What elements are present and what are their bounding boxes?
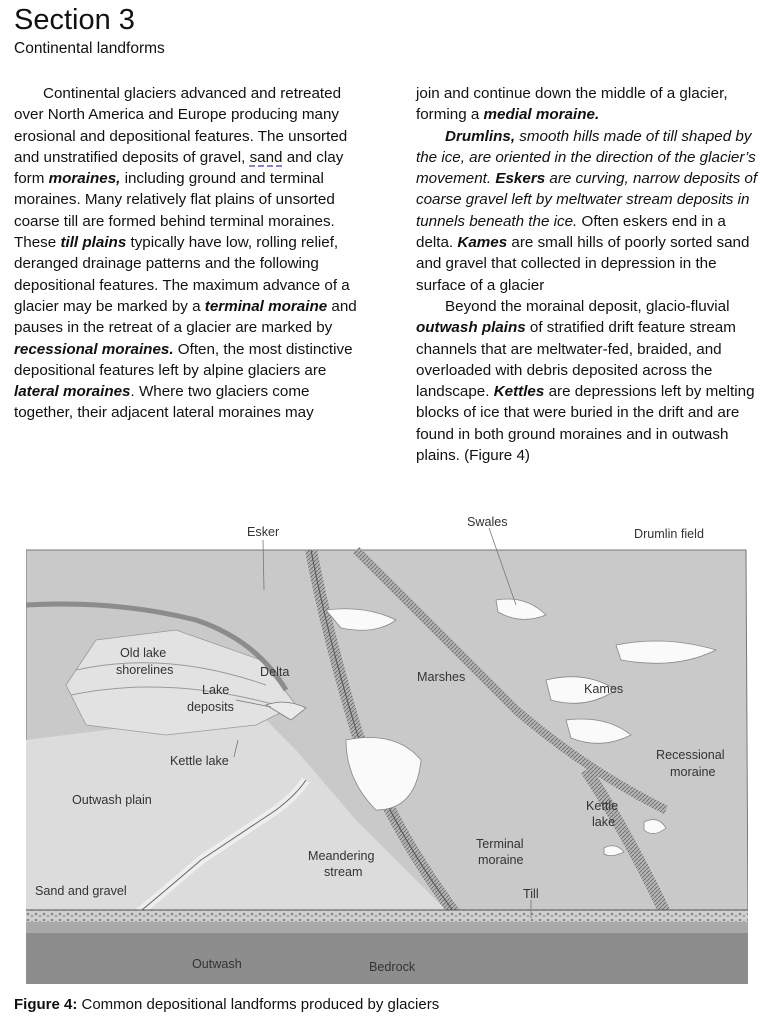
label-lake-deposits: deposits <box>187 700 234 714</box>
text-run: and pauses in the retreat of a glacier are marked by <box>14 297 357 337</box>
text-run: including ground and terminal moraines. Many relatively flat plains of unsorted coarse till are formed behind terminal moraines. These <box>14 170 335 252</box>
diagram-svg <box>26 510 748 984</box>
term-till-plains: till plains <box>60 234 127 252</box>
label-drumlin-field: Drumlin field <box>634 527 704 541</box>
landforms-diagram <box>26 510 748 984</box>
label-kettle-lake-left: Kettle lake <box>170 754 229 768</box>
label-till: Till <box>523 887 539 901</box>
text-run: are small hills of poorly sorted sand and gravel that collected in depression in the surface of a glacier <box>416 234 750 294</box>
sand-word: sand <box>249 148 283 166</box>
label-terminal-moraine: moraine <box>478 853 524 867</box>
section-subtitle: Continental landforms <box>14 40 165 57</box>
label-marshes: Marshes <box>417 670 466 684</box>
outwash-layer <box>26 922 748 933</box>
figure-caption-label: Figure 4: <box>14 996 78 1013</box>
label-kames: Kames <box>584 682 624 696</box>
text-run: . Where two glaciers come together, their adjacent lateral moraines may <box>14 383 314 422</box>
label-outwash: Outwash <box>192 957 242 971</box>
bedrock-layer <box>26 933 748 984</box>
figure-caption <box>14 996 439 1013</box>
term-lateral-moraines: lateral moraines <box>14 383 131 401</box>
term-kames: Kames <box>457 234 508 252</box>
text-run: Often, the most distinctive depositional features left by alpine glaciers are <box>14 340 353 379</box>
label-terminal: Terminal <box>476 837 524 851</box>
text-run: are depressions left by melting blocks of ice that were buried in the drift and are found in both ground moraines and in outwash plains. (Figure 4) <box>416 383 755 465</box>
label-old-lake: Old lake <box>120 646 167 660</box>
label-meandering-stream: stream <box>324 865 363 879</box>
label-delta: Delta <box>260 665 290 679</box>
text-run: Continental glaciers advanced and retreated over North America and Europe producing many erosional and depositional features. The unsorted and unstratified deposits of gravel, <box>14 85 348 166</box>
term-medial-moraine: medial moraine. <box>483 106 600 124</box>
term-moraines: moraines, <box>48 170 121 188</box>
text-run: are curving, narrow deposits of coarse gravel left by meltwater stream deposits in tunnels beneath the ice. <box>416 170 758 230</box>
label-swales: Swales <box>467 515 508 529</box>
label-recessional: Recessional <box>656 748 725 762</box>
left-column <box>14 83 366 424</box>
text-run: typically have low, rolling relief, deranged drainage patterns and the following depositional features. The maximum advance of a glacier may be marked by a <box>14 234 350 315</box>
text-run: join and continue down the middle of a glacier, forming a <box>416 85 728 124</box>
text-run: of stratified drift feature stream channels that are meltwater-fed, braided, and overloaded with debris deposited across the landscape. <box>416 319 736 401</box>
term-outwash-plains: outwash plains <box>416 319 526 337</box>
term-drumlins: Drumlins, <box>445 127 516 145</box>
text-run: and clay form <box>14 148 344 188</box>
text-run: smooth hills made of till shaped by the ice, are oriented in the direction of the glacier’s movement. <box>416 127 756 188</box>
term-terminal-moraine: terminal moraine <box>204 297 328 315</box>
label-bedrock: Bedrock <box>369 960 416 974</box>
right-paragraph-3 <box>416 296 762 466</box>
label-kettle-lake-right: lake <box>592 815 616 829</box>
term-eskers: Eskers <box>495 170 546 188</box>
right-paragraph-2 <box>416 126 762 296</box>
till-layer <box>26 910 748 922</box>
text-run: Beyond the morainal deposit, glacio-fluvial <box>445 297 730 315</box>
label-sand-and-gravel: Sand and gravel <box>35 884 127 898</box>
label-kettle: Kettle <box>586 799 619 813</box>
label-esker: Esker <box>247 525 280 539</box>
right-column <box>416 83 762 466</box>
text-run: Often eskers end in a delta. <box>416 212 726 252</box>
label-outwash-plain: Outwash plain <box>72 793 152 807</box>
right-paragraph-1 <box>416 83 762 126</box>
section-title: Section 3 <box>14 4 135 36</box>
label-meandering: Meandering <box>308 849 375 863</box>
label-recessional-moraine: moraine <box>670 765 716 779</box>
term-recessional-moraines: recessional moraines. <box>14 340 174 358</box>
left-paragraph <box>14 83 366 424</box>
term-kettles: Kettles <box>493 383 545 401</box>
figure-caption-text: Common depositional landforms produced by glaciers <box>77 996 440 1013</box>
label-old-lake-shorelines: shorelines <box>116 663 174 677</box>
label-lake: Lake <box>202 683 230 697</box>
